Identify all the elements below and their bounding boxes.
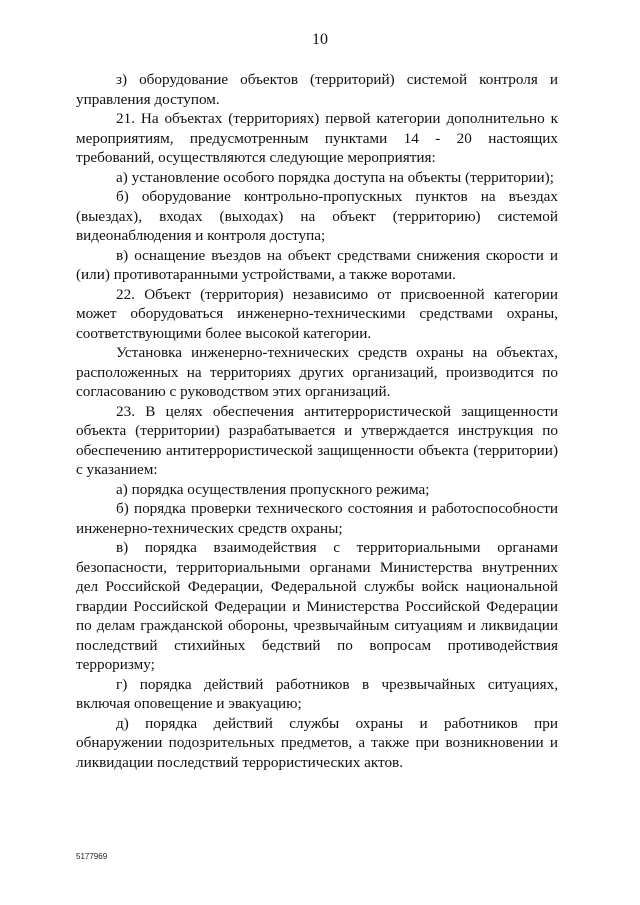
paragraph-21-a: а) установление особого порядка доступа на объекты (территории); xyxy=(116,168,554,186)
paragraph-23-g: г) порядка действий работников в чрезвычайных ситуациях, включая оповещение и эвакуацию; xyxy=(76,675,558,712)
paragraph-21: 21. На объектах (территориях) первой категории дополнительно к мероприятиям, предусмотренным пунктами 14 - 20 настоящих требований, осуществляются следующие мероприятия: xyxy=(76,110,558,166)
document-code: 5177969 xyxy=(76,852,108,861)
paragraph-23-a: а) порядка осуществления пропускного режима; xyxy=(116,480,430,498)
paragraph-23-d: д) порядка действий службы охраны и работников при обнаружении подозрительных предметов, а также при возникновении и ликвидации последствий террористических актов. xyxy=(76,714,558,771)
paragraph-item-z: з) оборудование объектов (территорий) системой контроля и управления доступом. xyxy=(76,71,558,108)
paragraph-22-note: Установка инженерно-технических средств охраны на объектах, расположенных на территориях других организаций, производится по согласованию с руководством этих организаций. xyxy=(76,344,558,400)
paragraph-21-v: в) оснащение въездов на объект средствами снижения скорости и (или) противотаранными устройствами, а также воротами. xyxy=(76,246,558,283)
page-number: 10 xyxy=(312,31,328,48)
paragraph-23-v: в) порядка взаимодействия с территориальными органами безопасности, территориальными органами Министерства внутренних дел Российской Федерации, Федеральной службы войск национальной гвардии Российской Федерации и Министерства Российской Федерации по делам гражданской обороны, чрезвычайным ситуациям и ликвидации последствий стихийных бедствий по вопросам противодействия терроризму; xyxy=(76,539,558,673)
paragraph-21-b: б) оборудование контрольно-пропускных пунктов на въездах (выездах), входах (выходах) на объект (территорию) системой видеонаблюдения и контроля доступа; xyxy=(76,188,558,244)
paragraph-23: 23. В целях обеспечения антитеррористической защищенности объекта (территории) разрабатывается и утверждается инструкция по обеспечению антитеррористической защищенности объекта (территории) с указанием: xyxy=(76,402,558,478)
paragraph-23-b: б) порядка проверки технического состояния и работоспособности инженерно-технических средств охраны; xyxy=(76,500,558,537)
paragraph-22: 22. Объект (территория) независимо от присвоенной категории может оборудоваться инженерно-техническими средствами охраны, соответствующими более высокой категории. xyxy=(76,285,558,342)
document-body xyxy=(76,70,558,772)
